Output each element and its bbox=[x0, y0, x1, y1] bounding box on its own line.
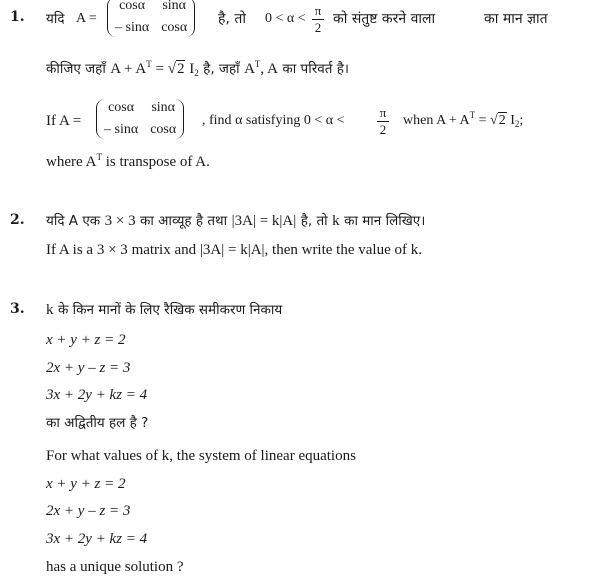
q1-en-if: If A = bbox=[46, 113, 82, 129]
fraction-denominator: 2 bbox=[314, 20, 322, 35]
q1-hi-text-f: है, जहाँ bbox=[203, 61, 240, 77]
q1-hi-line-2 bbox=[46, 60, 349, 78]
matrix-cell: cosα bbox=[161, 20, 188, 35]
q3-equation-1: x + y + z = 2 bbox=[46, 332, 126, 348]
q3-en-equation-3: 3x + 2y + kz = 4 bbox=[46, 531, 148, 547]
q1-hi-matrix bbox=[107, 0, 195, 37]
fraction-denominator: 2 bbox=[379, 122, 387, 137]
q1-hi-sum: $A + A^T = √2$ $I_2$ bbox=[110, 59, 199, 78]
q1-hi-text-b: है, तो bbox=[218, 11, 246, 27]
q3-hi-outro: का अद्वितीय हल है ? bbox=[46, 415, 149, 431]
q1-en-where: where $A^T$ is transpose of A. bbox=[46, 152, 210, 170]
q1-en-fraction bbox=[377, 106, 389, 137]
q1-hi-text-a: यदि bbox=[46, 11, 65, 27]
q2-en-line: If A is a 3 × 3 matrix and |3A| = k|A|, then write the value of k. bbox=[46, 242, 422, 258]
question-number-1: 1. bbox=[10, 9, 25, 25]
q3-hi-intro: k के किन मानों के लिए रैखिक समीकरण निकाय bbox=[46, 302, 283, 318]
fraction-numerator: π bbox=[379, 105, 387, 120]
matrix-cell: cosα bbox=[119, 0, 146, 13]
q3-en-intro: For what values of k, the system of linear equations bbox=[46, 448, 356, 464]
q1-en-find: , find α satisfying 0 < α < bbox=[202, 113, 345, 128]
q1-hi-transpose: $A^T$, A bbox=[244, 59, 278, 77]
q1-hi-text-e: कीजिए जहाँ bbox=[46, 61, 106, 77]
q1-hi-text-d: का मान ज्ञात bbox=[484, 11, 548, 27]
matrix-cell: cosα bbox=[108, 100, 135, 115]
matrix-cell: cosα bbox=[150, 122, 177, 137]
question-number-2: 2. bbox=[10, 212, 25, 228]
question-number-3: 3. bbox=[10, 301, 25, 317]
fraction-numerator: π bbox=[314, 3, 322, 18]
q3-en-equation-2: 2x + y – z = 3 bbox=[46, 503, 131, 519]
matrix-cell: – sinα bbox=[115, 20, 150, 35]
q2-hi-line: यदि A एक 3 × 3 का आव्यूह है तथा |3A| = k|A| है, तो k का मान लिखिए। bbox=[46, 213, 426, 229]
q1-hi-text-g: का परिवर्त है। bbox=[282, 61, 349, 77]
matrix-cell: sinα bbox=[151, 100, 176, 115]
q3-en-equation-1: x + y + z = 2 bbox=[46, 476, 126, 492]
q3-equation-3: 3x + 2y + kz = 4 bbox=[46, 387, 148, 403]
q3-equation-2: 2x + y – z = 3 bbox=[46, 360, 131, 376]
q1-en-matrix bbox=[96, 99, 184, 139]
q1-hi-fraction bbox=[312, 4, 324, 35]
matrix-cell: – sinα bbox=[104, 122, 139, 137]
q3-en-outro: has a unique solution ? bbox=[46, 559, 184, 575]
matrix-cell: sinα bbox=[162, 0, 187, 13]
q1-hi-condition: 0 < α < bbox=[265, 11, 306, 26]
q1-hi-text-c: को संतुष्ट करने वाला bbox=[333, 11, 436, 27]
q1-hi-a-equals: A = bbox=[76, 11, 97, 26]
q1-en-when: when $A + A^T = √2$ $I_2$; bbox=[403, 110, 524, 129]
